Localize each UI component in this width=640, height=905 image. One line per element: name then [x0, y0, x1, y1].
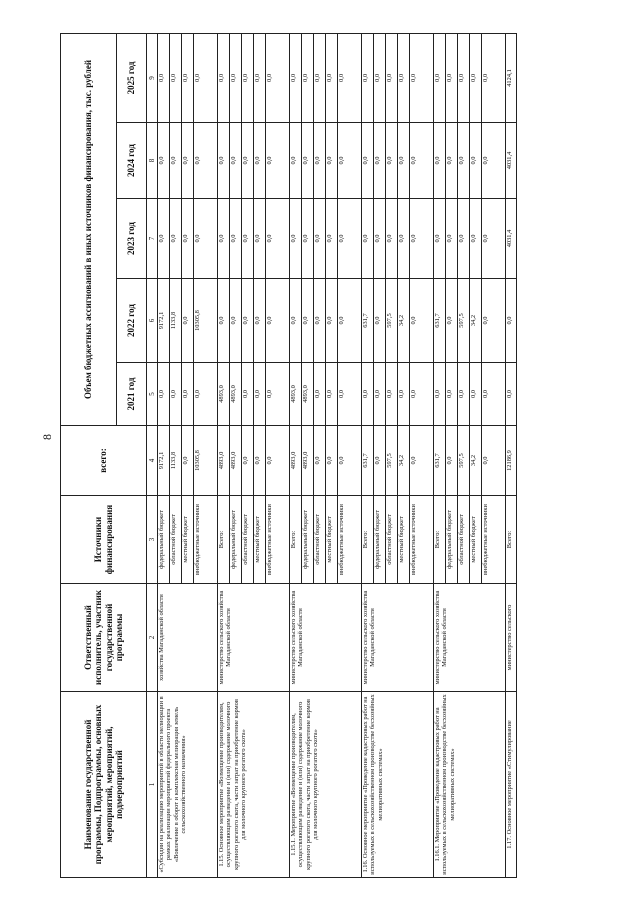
year-value-cell: 0,0 — [398, 363, 410, 426]
header-year: 2021 год — [117, 363, 147, 426]
year-value-cell: 631,7 — [362, 279, 374, 363]
year-value-cell: 0,0 — [470, 363, 482, 426]
budget-table — [60, 33, 517, 878]
year-value-cell: 0,0 — [326, 279, 338, 363]
year-value-cell: 0,0 — [170, 33, 182, 122]
funding-source-cell: местный бюджет — [254, 496, 266, 584]
funding-source-cell: федеральный бюджет — [374, 496, 386, 584]
year-value-cell: 0,0 — [482, 363, 506, 426]
year-value-cell: 0,0 — [266, 279, 290, 363]
column-number: 7 — [147, 199, 158, 279]
year-value-cell: 0,0 — [482, 123, 506, 199]
year-value-cell: 0,0 — [338, 279, 362, 363]
year-value-cell: 0,0 — [470, 123, 482, 199]
funding-source-cell: Всего: — [218, 496, 230, 584]
year-value-cell: 0,0 — [290, 33, 302, 122]
funding-source-cell: Всего: — [506, 496, 517, 584]
year-value-cell: 0,0 — [410, 199, 434, 279]
header-year: 2025 год — [117, 33, 147, 122]
year-value-cell: 0,0 — [314, 363, 326, 426]
year-value-cell: 4893,0 — [302, 363, 314, 426]
year-value-cell: 0,0 — [314, 33, 326, 122]
year-value-cell: 0,0 — [434, 123, 446, 199]
year-value-cell: 0,0 — [434, 363, 446, 426]
funding-source-cell: федеральный бюджет — [230, 496, 242, 584]
year-value-cell: 0,0 — [218, 279, 230, 363]
total-value-cell: 631,7 — [362, 426, 374, 496]
program-name-cell: 1.15.1. Мероприятие «Возмещение производителям, осуществляющим разведение и (или) содержание молочного крупного рогатого скота, части затрат на приобретение кормов для молочного крупного рогатого скота» — [290, 692, 362, 878]
funding-source-cell: внебюджетные источники — [338, 496, 362, 584]
year-value-cell: 0,0 — [242, 33, 254, 122]
year-value-cell: 0,0 — [482, 279, 506, 363]
year-value-cell: 0,0 — [254, 123, 266, 199]
total-value-cell: 0,0 — [254, 426, 266, 496]
total-value-cell: 34,2 — [398, 426, 410, 496]
column-number: 2 — [147, 584, 158, 692]
year-value-cell: 4893,0 — [218, 363, 230, 426]
year-value-cell: 0,0 — [482, 199, 506, 279]
year-value-cell: 0,0 — [230, 199, 242, 279]
year-value-cell: 0,0 — [182, 123, 194, 199]
total-value-cell: 4893,0 — [218, 426, 230, 496]
year-value-cell: 0,0 — [458, 363, 470, 426]
total-value-cell: 12186,9 — [506, 426, 517, 496]
total-value-cell: 0,0 — [326, 426, 338, 496]
year-value-cell: 9172,1 — [158, 279, 170, 363]
year-value-cell: 0,0 — [386, 33, 398, 122]
funding-source-cell: местный бюджет — [470, 496, 482, 584]
column-number: 8 — [147, 123, 158, 199]
year-value-cell: 0,0 — [242, 123, 254, 199]
year-value-cell: 597,5 — [458, 279, 470, 363]
column-number: 6 — [147, 279, 158, 363]
year-value-cell: 0,0 — [242, 279, 254, 363]
year-value-cell: 0,0 — [266, 199, 290, 279]
year-value-cell: 0,0 — [242, 363, 254, 426]
executor-cell: министерство сельского хозяйства Магаданской области — [434, 584, 506, 692]
year-value-cell: 0,0 — [326, 363, 338, 426]
year-value-cell: 0,0 — [338, 123, 362, 199]
funding-source-cell: Всего: — [290, 496, 302, 584]
program-name-cell: 1.15. Основное мероприятие «Возмещение производителям, осуществляющим разведение и (или) содержание молочного крупного рогатого скота, части затрат на приобретение кормов для молочного крупного рогатого скота» — [218, 692, 290, 878]
header-funding-source: Источники финансирования — [61, 496, 147, 584]
year-value-cell: 0,0 — [170, 123, 182, 199]
year-value-cell: 0,0 — [158, 363, 170, 426]
year-value-cell: 597,5 — [386, 279, 398, 363]
funding-source-cell: областной бюджет — [386, 496, 398, 584]
year-value-cell: 0,0 — [434, 199, 446, 279]
program-name-cell: «Субсидии на реализацию мероприятий в области мелиорации в рамках реализации мероприятий федерального проекта «Вовлечение в оборот и комплексная мелиорация земель сельскохозяйственного назначения» — [158, 692, 218, 878]
total-value-cell: 597,5 — [386, 426, 398, 496]
table-body — [158, 33, 517, 877]
column-number: 4 — [147, 426, 158, 496]
header-budget-group: Объем бюджетных ассигнований в иных источников финансирования, тыс. рублей — [61, 33, 117, 425]
year-value-cell: 0,0 — [314, 123, 326, 199]
column-number: 3 — [147, 496, 158, 584]
year-value-cell: 4031,4 — [506, 199, 517, 279]
year-value-cell: 0,0 — [230, 123, 242, 199]
year-value-cell: 0,0 — [254, 279, 266, 363]
year-value-cell: 0,0 — [158, 33, 170, 122]
year-value-cell: 0,0 — [218, 123, 230, 199]
year-value-cell: 0,0 — [446, 363, 458, 426]
total-value-cell: 4893,0 — [290, 426, 302, 496]
column-number: 1 — [147, 692, 158, 878]
executor-cell: хозяйства Магаданской области — [158, 584, 218, 692]
year-value-cell: 0,0 — [170, 199, 182, 279]
table-row — [218, 33, 230, 877]
total-value-cell: 0,0 — [482, 426, 506, 496]
year-value-cell: 0,0 — [446, 279, 458, 363]
program-name-cell: 1.16. Основное мероприятие «Проведение кадастровых работ на используемых в сельскохозяйственном производстве бесхозяйных мелиоративных системах» — [362, 692, 434, 878]
year-value-cell: 0,0 — [326, 123, 338, 199]
year-value-cell: 0,0 — [290, 199, 302, 279]
year-value-cell: 10305,8 — [194, 279, 218, 363]
year-value-cell: 0,0 — [410, 33, 434, 122]
year-value-cell: 34,2 — [470, 279, 482, 363]
program-name-cell: 1.16.1. Мероприятие «Проведение кадастровых работ на используемых в сельскохозяйственном производстве бесхозяйных мелиоративных системах» — [434, 692, 506, 878]
year-value-cell: 0,0 — [410, 363, 434, 426]
year-value-cell: 0,0 — [302, 33, 314, 122]
year-value-cell: 0,0 — [374, 363, 386, 426]
year-value-cell: 0,0 — [158, 123, 170, 199]
header-year: 2022 год — [117, 279, 147, 363]
year-value-cell: 0,0 — [302, 279, 314, 363]
year-value-cell: 0,0 — [266, 123, 290, 199]
year-value-cell: 0,0 — [506, 279, 517, 363]
funding-source-cell: местный бюджет — [182, 496, 194, 584]
funding-source-cell: местный бюджет — [326, 496, 338, 584]
year-value-cell: 0,0 — [326, 33, 338, 122]
header-total: всего: — [61, 426, 147, 496]
total-value-cell: 0,0 — [410, 426, 434, 496]
year-value-cell: 0,0 — [218, 33, 230, 122]
year-value-cell: 0,0 — [194, 199, 218, 279]
year-value-cell: 0,0 — [374, 199, 386, 279]
funding-source-cell: внебюджетные источники — [410, 496, 434, 584]
year-value-cell: 34,2 — [398, 279, 410, 363]
year-value-cell: 0,0 — [182, 363, 194, 426]
year-value-cell: 0,0 — [374, 33, 386, 122]
year-value-cell: 0,0 — [398, 33, 410, 122]
year-value-cell: 0,0 — [374, 123, 386, 199]
year-value-cell: 0,0 — [194, 33, 218, 122]
year-value-cell: 0,0 — [482, 33, 506, 122]
total-value-cell: 0,0 — [338, 426, 362, 496]
total-value-cell: 0,0 — [446, 426, 458, 496]
total-value-cell: 1133,8 — [170, 426, 182, 496]
year-value-cell: 0,0 — [230, 279, 242, 363]
year-value-cell: 0,0 — [290, 123, 302, 199]
funding-source-cell: федеральный бюджет — [446, 496, 458, 584]
year-value-cell: 0,0 — [314, 199, 326, 279]
year-value-cell: 0,0 — [266, 33, 290, 122]
year-value-cell: 0,0 — [470, 33, 482, 122]
year-value-cell: 0,0 — [254, 363, 266, 426]
year-value-cell: 0,0 — [458, 123, 470, 199]
funding-source-cell: местный бюджет — [398, 496, 410, 584]
total-value-cell: 0,0 — [182, 426, 194, 496]
executor-cell: министерство сельского хозяйства Магаданской области — [290, 584, 362, 692]
year-value-cell: 0,0 — [254, 33, 266, 122]
year-value-cell: 0,0 — [470, 199, 482, 279]
table-row — [434, 33, 446, 877]
table-row — [362, 33, 374, 877]
year-value-cell: 0,0 — [194, 123, 218, 199]
year-value-cell: 0,0 — [398, 199, 410, 279]
funding-source-cell: внебюджетные источники — [266, 496, 290, 584]
total-value-cell: 0,0 — [266, 426, 290, 496]
year-value-cell: 0,0 — [362, 33, 374, 122]
funding-source-cell: областной бюджет — [170, 496, 182, 584]
funding-source-cell: областной бюджет — [242, 496, 254, 584]
executor-cell: министерство сельского хозяйства Магаданской области — [218, 584, 290, 692]
funding-source-cell: Всего: — [434, 496, 446, 584]
funding-source-cell: федеральный бюджет — [158, 496, 170, 584]
year-value-cell: 0,0 — [314, 279, 326, 363]
total-value-cell: 34,2 — [470, 426, 482, 496]
year-value-cell: 0,0 — [170, 363, 182, 426]
header-year: 2024 год — [117, 123, 147, 199]
funding-source-cell: Всего: — [362, 496, 374, 584]
year-value-cell: 4031,4 — [506, 123, 517, 199]
executor-cell: министерство сельского — [506, 584, 517, 692]
year-value-cell: 0,0 — [446, 123, 458, 199]
year-value-cell: 0,0 — [302, 123, 314, 199]
year-value-cell: 0,0 — [194, 363, 218, 426]
year-value-cell: 0,0 — [398, 123, 410, 199]
total-value-cell: 10305,8 — [194, 426, 218, 496]
year-value-cell: 1133,8 — [170, 279, 182, 363]
total-value-cell: 4893,0 — [302, 426, 314, 496]
year-value-cell: 0,0 — [218, 199, 230, 279]
year-value-cell: 0,0 — [446, 199, 458, 279]
table-row — [506, 33, 517, 877]
total-value-cell: 9172,1 — [158, 426, 170, 496]
header-year: 2023 год — [117, 199, 147, 279]
rotated-page — [60, 34, 630, 878]
total-value-cell: 631,7 — [434, 426, 446, 496]
year-value-cell: 0,0 — [458, 33, 470, 122]
year-value-cell: 0,0 — [182, 33, 194, 122]
year-value-cell: 0,0 — [158, 199, 170, 279]
year-value-cell: 0,0 — [374, 279, 386, 363]
total-value-cell: 597,5 — [458, 426, 470, 496]
funding-source-cell: внебюджетные источники — [194, 496, 218, 584]
year-value-cell: 0,0 — [506, 363, 517, 426]
year-value-cell: 0,0 — [410, 123, 434, 199]
year-value-cell: 0,0 — [182, 279, 194, 363]
total-value-cell: 0,0 — [242, 426, 254, 496]
column-number: 5 — [147, 363, 158, 426]
column-number: 9 — [147, 33, 158, 122]
total-value-cell: 4893,0 — [230, 426, 242, 496]
year-value-cell: 0,0 — [302, 199, 314, 279]
year-value-cell: 4124,1 — [506, 33, 517, 122]
program-name-cell: 1.17. Основное мероприятие «Стимулирование — [506, 692, 517, 878]
year-value-cell: 0,0 — [290, 279, 302, 363]
year-value-cell: 0,0 — [230, 33, 242, 122]
year-value-cell: 0,0 — [362, 199, 374, 279]
funding-source-cell: внебюджетные источники — [482, 496, 506, 584]
total-value-cell: 0,0 — [374, 426, 386, 496]
year-value-cell: 0,0 — [446, 33, 458, 122]
year-value-cell: 0,0 — [242, 199, 254, 279]
funding-source-cell: областной бюджет — [314, 496, 326, 584]
year-value-cell: 0,0 — [254, 199, 266, 279]
total-value-cell: 0,0 — [314, 426, 326, 496]
year-value-cell: 0,0 — [338, 33, 362, 122]
year-value-cell: 0,0 — [338, 363, 362, 426]
page-number: 8 — [40, 434, 54, 440]
year-value-cell: 0,0 — [362, 123, 374, 199]
executor-cell: министерство сельского хозяйства Магаданской области — [362, 584, 434, 692]
year-value-cell: 4893,0 — [230, 363, 242, 426]
table-row — [158, 33, 170, 877]
year-value-cell: 4893,0 — [290, 363, 302, 426]
year-value-cell: 631,7 — [434, 279, 446, 363]
year-value-cell: 0,0 — [182, 199, 194, 279]
header-program-name: Наименование государственной программы, Подпрограммы, основных мероприятий, мероприятий, подмероприятий — [61, 692, 147, 878]
table-row — [290, 33, 302, 877]
year-value-cell: 0,0 — [266, 363, 290, 426]
year-value-cell: 0,0 — [386, 123, 398, 199]
year-value-cell: 0,0 — [362, 363, 374, 426]
year-value-cell: 0,0 — [338, 199, 362, 279]
funding-source-cell: областной бюджет — [458, 496, 470, 584]
year-value-cell: 0,0 — [386, 363, 398, 426]
funding-source-cell: федеральный бюджет — [302, 496, 314, 584]
year-value-cell: 0,0 — [326, 199, 338, 279]
year-value-cell: 0,0 — [434, 33, 446, 122]
year-value-cell: 0,0 — [458, 199, 470, 279]
year-value-cell: 0,0 — [410, 279, 434, 363]
header-executor: Ответственный исполнитель, участник государственной программы — [61, 584, 147, 692]
year-value-cell: 0,0 — [386, 199, 398, 279]
